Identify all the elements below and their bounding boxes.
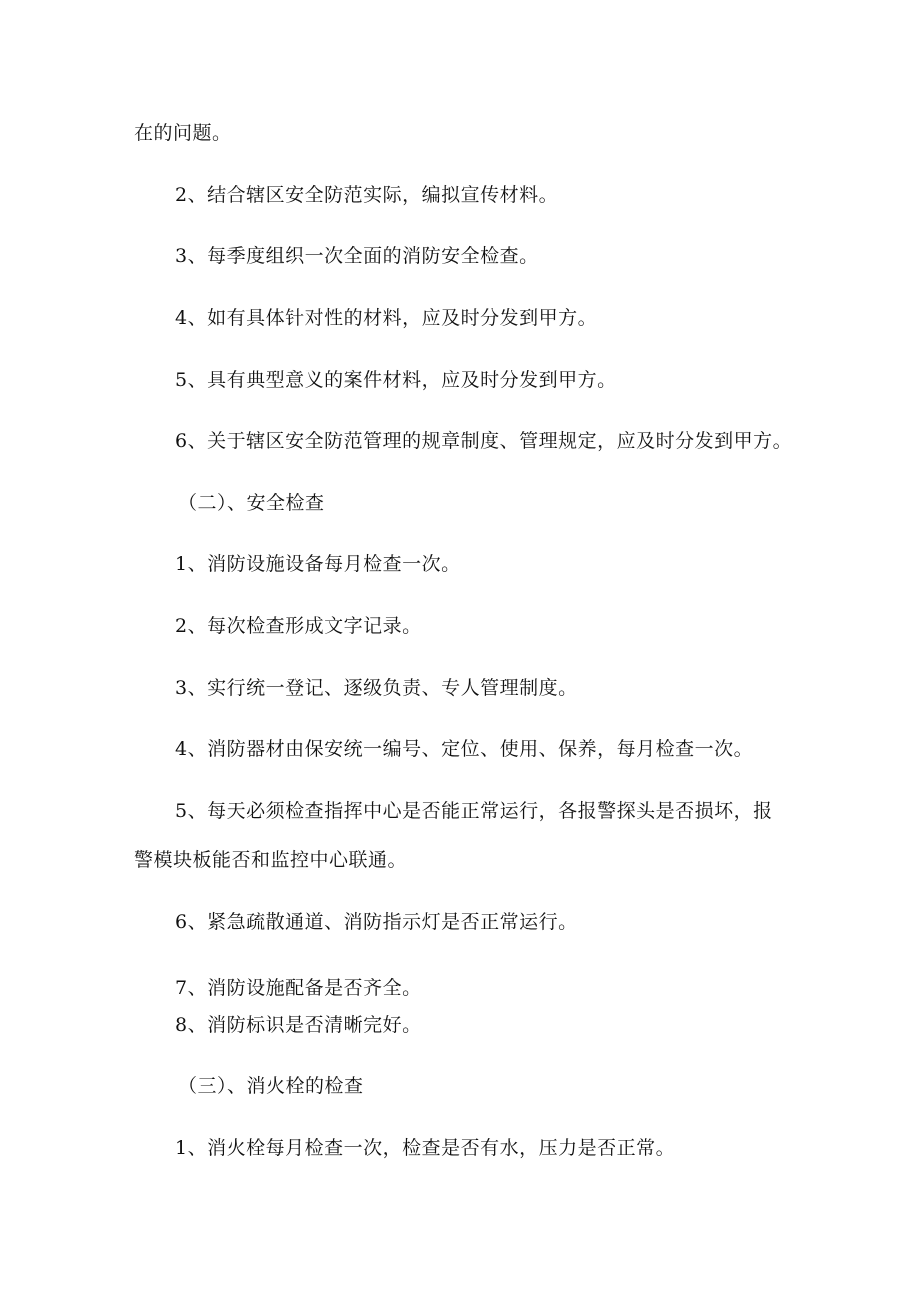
list-item-6: 6、关于辖区安全防范管理的规章制度、管理规定，应及时分发到甲方。	[175, 430, 793, 452]
section-heading-hydrant-inspection: （三）、消火栓的检查	[178, 1075, 364, 1097]
list-item-5: 5、具有典型意义的案件材料，应及时分发到甲方。	[175, 369, 617, 391]
list-item-3: 3、每季度组织一次全面的消防安全检查。	[175, 245, 539, 267]
list-item-4: 4、如有具体针对性的材料，应及时分发到甲方。	[175, 307, 598, 329]
inspection-item-6: 6、紧急疏散通道、消防指示灯是否正常运行。	[175, 911, 578, 933]
inspection-item-8: 8、消防标识是否清晰完好。	[175, 1014, 422, 1036]
inspection-item-4: 4、消防器材由保安统一编号、定位、使用、保养，每月检查一次。	[175, 738, 754, 760]
inspection-item-3: 3、实行统一登记、逐级负责、专人管理制度。	[175, 677, 578, 699]
inspection-item-2: 2、每次检查形成文字记录。	[175, 615, 422, 637]
hydrant-item-1: 1、消火栓每月检查一次，检查是否有水，压力是否正常。	[175, 1137, 676, 1159]
inspection-item-7: 7、消防设施配备是否齐全。	[175, 977, 422, 999]
inspection-item-5: 5、每天必须检查指挥中心是否能正常运行，各报警探头是否损坏，报	[175, 800, 773, 822]
text-line-continuation: 在的问题。	[134, 122, 232, 144]
section-heading-safety-inspection: （二）、安全检查	[178, 492, 325, 514]
list-item-2: 2、结合辖区安全防范实际，编拟宣传材料。	[175, 184, 559, 206]
inspection-item-1: 1、消防设施设备每月检查一次。	[175, 553, 461, 575]
inspection-item-5-continuation: 警模块板能否和监控中心联通。	[134, 849, 408, 871]
